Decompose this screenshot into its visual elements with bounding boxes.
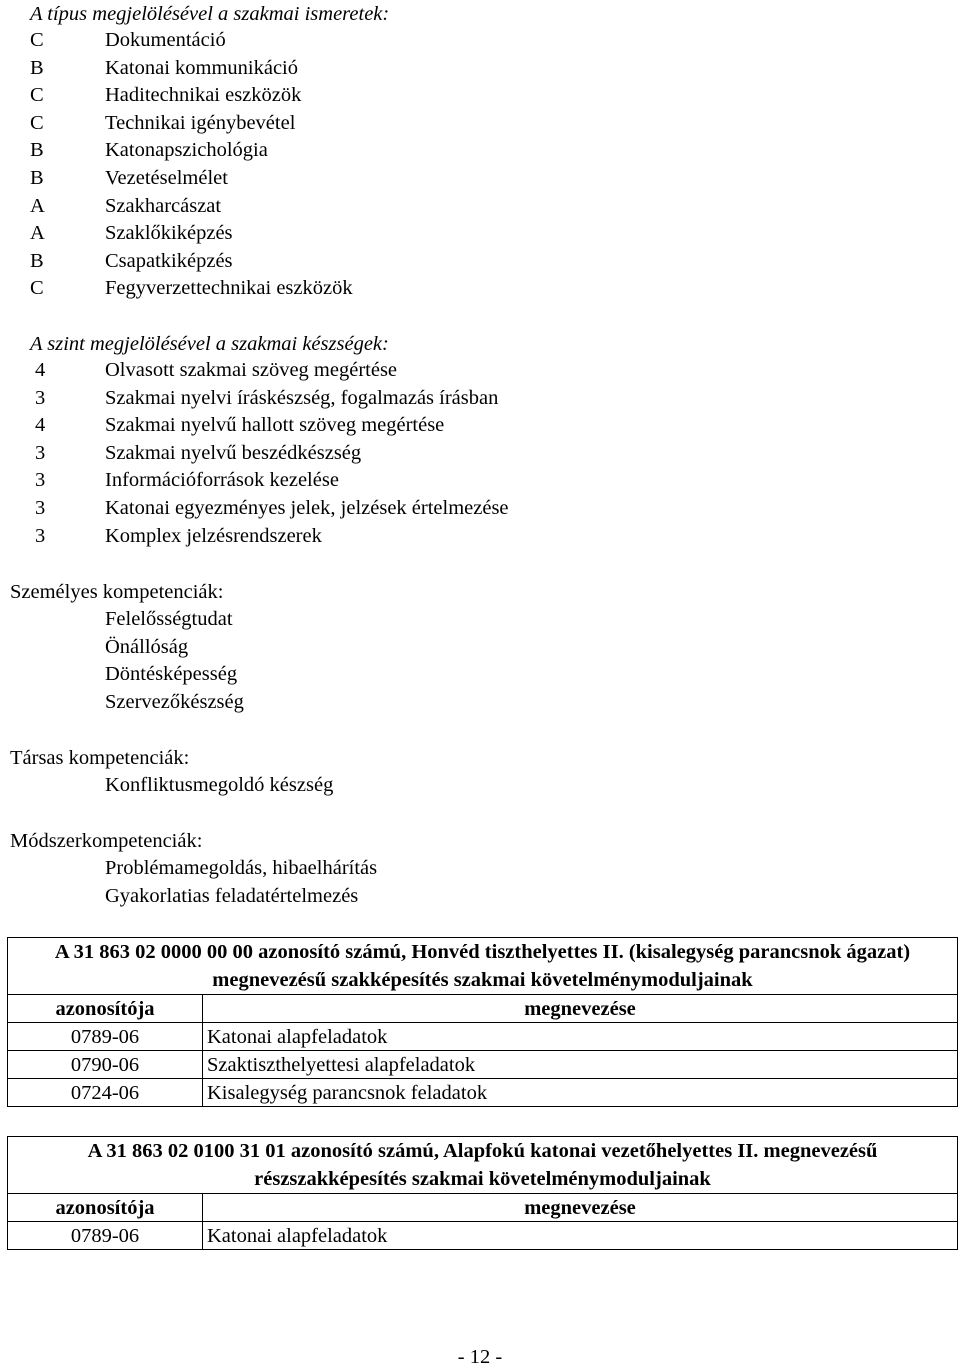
social-list: [105, 772, 333, 800]
item-label: Technikai igénybevétel: [105, 111, 296, 134]
column-header-id: azonosítója: [8, 1194, 203, 1222]
module-id: 0789-06: [8, 1222, 203, 1250]
item-label: Komplex jelzésrendszerek: [105, 524, 322, 547]
item-label: Dokumentáció: [105, 29, 226, 51]
level-number: 3: [35, 496, 46, 519]
item-label: Olvasott szakmai szöveg megértése: [105, 359, 398, 381]
list-item: Önállóság: [105, 635, 189, 658]
item-label: Csapatkiképzés: [105, 249, 233, 272]
type-section-heading: A típus megjelölésével a szakmai ismeretek:: [30, 3, 390, 25]
item-label: Szakmai nyelvű beszédkészség: [105, 441, 362, 464]
level-number: 3: [35, 441, 46, 464]
item-label: Katonai kommunikáció: [105, 56, 298, 79]
table-row: [8, 1079, 958, 1107]
level-letter: C: [30, 29, 44, 51]
module-id: 0724-06: [8, 1079, 203, 1107]
column-header-id: azonosítója: [8, 995, 203, 1023]
list-item: Döntésképesség: [105, 663, 238, 686]
level-letter: A: [30, 194, 45, 217]
level-letter: C: [30, 277, 44, 300]
level-number: 3: [35, 386, 46, 409]
level-letter: B: [30, 249, 44, 272]
level-number: 4: [35, 359, 46, 381]
level-number: 4: [35, 414, 46, 437]
table-row: [8, 1023, 958, 1051]
list-item: Problémamegoldás, hibaelhárítás: [105, 857, 378, 879]
level-letter: A: [30, 222, 45, 245]
skill-section-heading: A szint megjelölésével a szakmai készségek:: [30, 333, 389, 355]
item-label: Haditechnikai eszközök: [105, 84, 302, 107]
item-label: Fegyverzettechnikai eszközök: [105, 277, 353, 300]
page-number: - 12 -: [457, 1346, 503, 1368]
table-title: A 31 863 02 0000 00 00 azonosító számú, Honvéd tiszthelyettes II. (kisalegység parancsnok ágazat) megnevezésű szakképesítés szakmai követelménymoduljainak: [8, 938, 958, 995]
item-label: Szakharcászat: [105, 194, 222, 217]
list-item: Gyakorlatias feladatértelmezés: [105, 884, 359, 907]
module-name: Katonai alapfeladatok: [203, 1023, 958, 1051]
level-letter: B: [30, 139, 44, 162]
module-name: Kisalegység parancsnok feladatok: [203, 1079, 958, 1107]
column-header-name: megnevezése: [203, 1194, 958, 1222]
method-heading: Módszerkompetenciák:: [10, 830, 203, 852]
table-row: [8, 1051, 958, 1079]
item-label: Szakmai nyelvű hallott szöveg megértése: [105, 414, 445, 437]
module-id: 0789-06: [8, 1023, 203, 1051]
level-letter: B: [30, 166, 44, 189]
table-row: [8, 1222, 958, 1250]
social-heading: Társas kompetenciák:: [10, 747, 190, 769]
module-table-1: [7, 937, 958, 1107]
module-name: Katonai alapfeladatok: [203, 1222, 958, 1250]
level-number: 3: [35, 524, 46, 547]
item-label: Szakmai nyelvi íráskészség, fogalmazás írásban: [105, 386, 499, 409]
module-name: Szaktiszthelyettesi alapfeladatok: [203, 1051, 958, 1079]
item-label: Információforrások kezelése: [105, 469, 339, 492]
personal-heading: Személyes kompetenciák:: [10, 581, 224, 603]
method-list: [105, 855, 377, 910]
column-header-name: megnevezése: [203, 995, 958, 1023]
personal-list: [105, 606, 244, 716]
table-title-row: [8, 1137, 958, 1194]
item-label: Szaklőkiképzés: [105, 222, 233, 245]
table-title: A 31 863 02 0100 31 01 azonosító számú, Alapfokú katonai vezetőhelyettes II. megnevezésű részszakképesítés szakmai követelménymoduljainak: [8, 1137, 958, 1194]
module-id: 0790-06: [8, 1051, 203, 1079]
list-item: Felelősségtudat: [105, 608, 233, 630]
module-table-2: [7, 1136, 958, 1250]
table-title-row: [8, 938, 958, 995]
item-label: Katonapszichológia: [105, 139, 268, 162]
list-item: Szervezőkészség: [105, 690, 244, 713]
item-label: Vezetéselmélet: [105, 166, 228, 189]
table-header-row: [8, 1194, 958, 1222]
level-letter: B: [30, 56, 44, 79]
item-label: Katonai egyezményes jelek, jelzések értelmezése: [105, 496, 509, 519]
list-item: Konfliktusmegoldó készség: [105, 774, 334, 796]
level-letter: C: [30, 84, 44, 107]
level-number: 3: [35, 469, 46, 492]
table-header-row: [8, 995, 958, 1023]
level-letter: C: [30, 111, 44, 134]
